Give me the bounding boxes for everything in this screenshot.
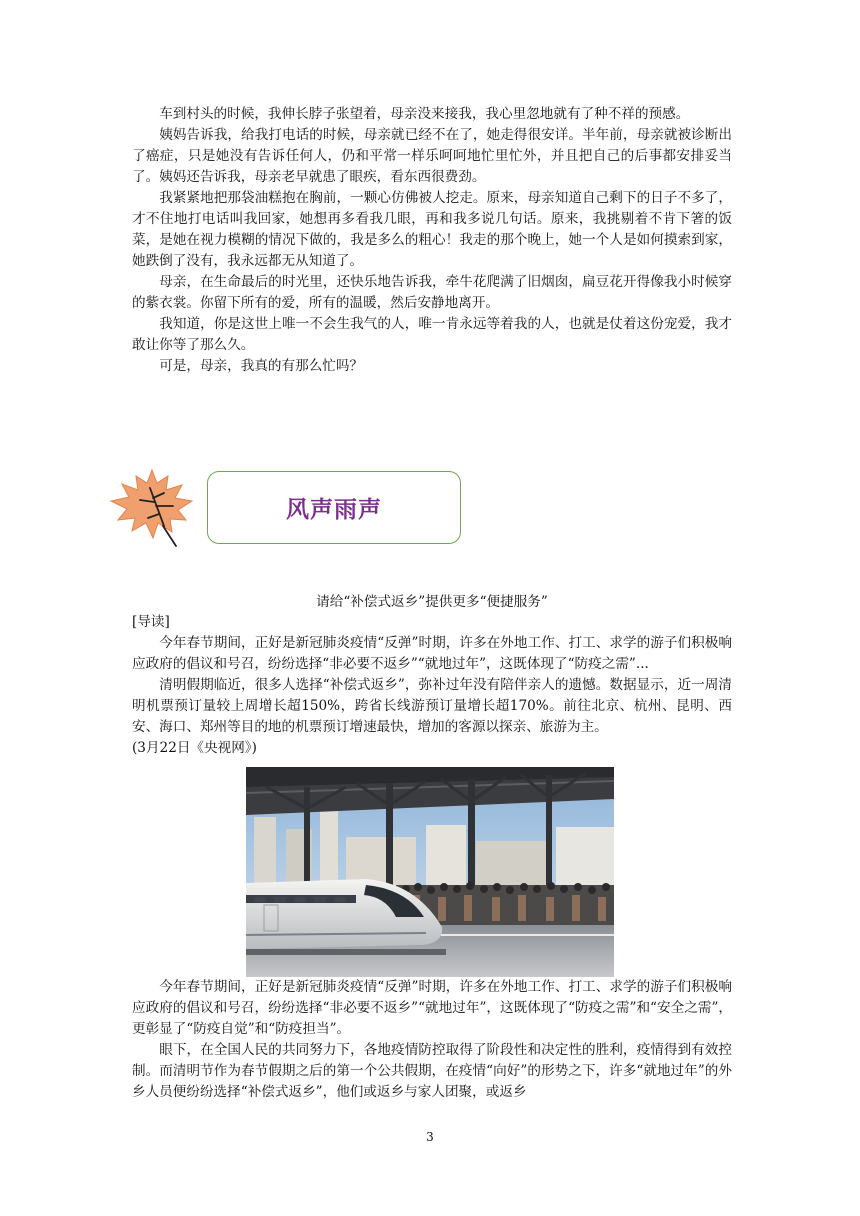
story-paragraph: 车到村头的时候，我伸长脖子张望着，母亲没来接我，我心里忽地就有了种不祥的预感。 — [159, 106, 690, 122]
story-paragraph: 母亲，在生命最后的时光里，还快乐地告诉我，牵牛花爬满了旧烟囱，扁豆花开得像我小时候穿的紫衣裳。你留下所有的爱，所有的温暖，然后安静地离开。 — [132, 274, 732, 311]
section-title: 风声雨声 — [286, 497, 382, 523]
article-body — [132, 977, 732, 1103]
article-source: (3月22日《央视网》) — [132, 740, 257, 756]
maple-leaf-icon — [106, 466, 198, 550]
story-text — [132, 104, 732, 377]
intro-paragraph: 清明假期临近，很多人选择“补偿式返乡”，弥补过年没有陪伴亲人的遗憾。数据显示，近一周清明机票预订量较上周增长超150%，跨省长线游预订量增长超170%。前往北京、杭州、昆明、西安、海口、郑州等目的地的机票预订增速最快，增加的客源以探亲、旅游为主。 — [132, 677, 732, 735]
story-paragraph: 可是，母亲，我真的有那么忙吗？ — [159, 358, 364, 374]
train-station-photo — [246, 767, 614, 977]
article-intro — [132, 612, 732, 759]
page-number: 3 — [426, 1130, 434, 1144]
intro-label: [导读] — [132, 614, 170, 630]
intro-paragraph: 今年春节期间，正好是新冠肺炎疫情“反弹”时期，许多在外地工作、打工、求学的游子们积极响应政府的倡议和号召，纷纷选择“非必要不返乡”“就地过年”，这既体现了“防疫之需”... — [132, 635, 732, 672]
article-title: 请给“补偿式返乡”提供更多“便捷服务” — [316, 594, 548, 610]
story-paragraph: 姨妈告诉我，给我打电话的时候，母亲就已经不在了，她走得很安详。半年前，母亲就被诊断出了癌症，只是她没有告诉任何人，仍和平常一样乐呵呵地忙里忙外，并且把自己的后事都安排妥当了。姨妈还告诉我，母亲老早就患了眼疾，看东西很费劲。 — [132, 127, 732, 185]
story-paragraph: 我紧紧地把那袋油糕抱在胸前，一颗心仿佛被人挖走。原来，母亲知道自己剩下的日子不多了，才不住地打电话叫我回家，她想再多看我几眼，再和我多说几句话。原来，我挑剔着不肯下箸的饭菜，是她在视力模糊的情况下做的，我是多么的粗心！我走的那个晚上，她一个人是如何摸索到家，她跌倒了没有，我永远都无从知道了。 — [132, 190, 732, 269]
body-paragraph: 今年春节期间，正好是新冠肺炎疫情“反弹”时期，许多在外地工作、打工、求学的游子们积极响应政府的倡议和号召，纷纷选择“非必要不返乡”“就地过年”，这既体现了“防疫之需”和“安全之需”，更彰显了“防疫自觉”和“防疫担当”。 — [132, 979, 732, 1037]
body-paragraph: 眼下，在全国人民的共同努力下，各地疫情防控取得了阶段性和决定性的胜利，疫情得到有效控制。而清明节作为春节假期之后的第一个公共假期，在疫情“向好”的形势之下，许多“就地过年”的外乡人员便纷纷选择“补偿式返乡”，他们或返乡与家人团聚，或返乡 — [132, 1042, 732, 1100]
section-header — [207, 471, 461, 544]
story-paragraph: 我知道，你是这世上唯一不会生我气的人，唯一肯永远等着我的人，也就是仗着这份宠爱，我才敢让你等了那么久。 — [132, 316, 732, 353]
